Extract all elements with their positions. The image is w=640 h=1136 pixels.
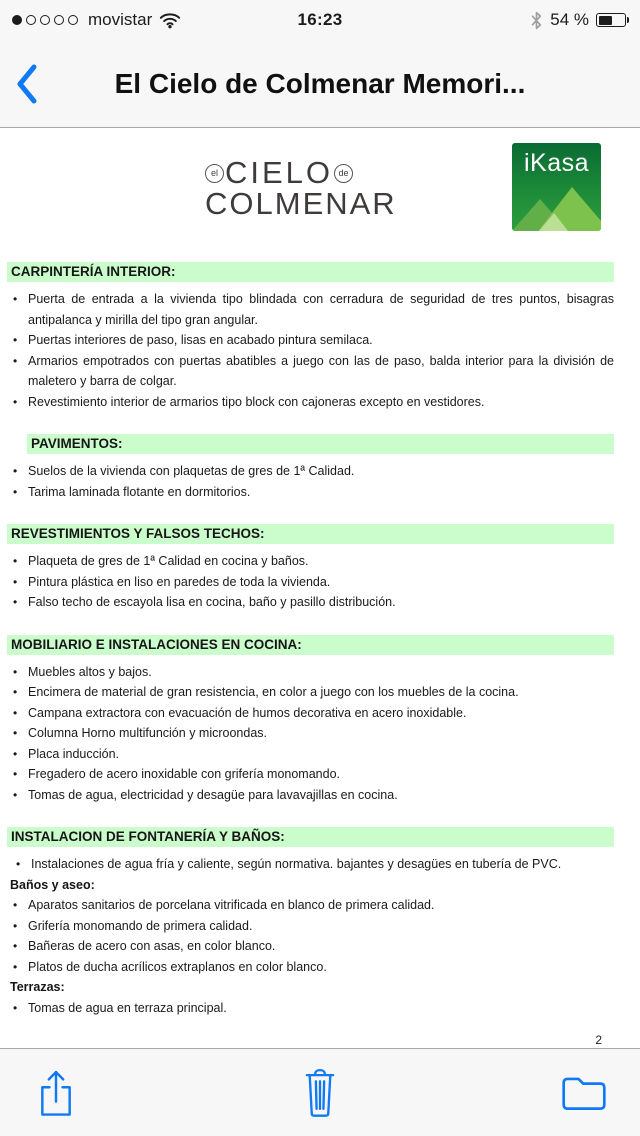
el-badge: el (205, 164, 224, 183)
list-item (7, 482, 614, 503)
list-item-text: Grifería monomando de primera calidad. (28, 918, 253, 933)
list-item (7, 351, 614, 392)
ikasa-mountains-icon (512, 181, 601, 231)
cielo-word: CIELO (225, 155, 334, 190)
list-item-text: Aparatos sanitarios de porcelana vitrificada en blanco de primera calidad. (28, 898, 435, 912)
document-section (7, 635, 614, 806)
bluetooth-icon (530, 11, 543, 30)
bullet-icon: • (13, 1000, 18, 1015)
battery-icon (596, 13, 629, 27)
list-item-text: Columna Horno multifunción y microondas. (28, 726, 267, 740)
cielo-de-colmenar-logo (205, 155, 397, 221)
section-items (7, 662, 614, 806)
de-badge: de (334, 164, 353, 183)
subsection-heading: Baños y aseo: (10, 877, 95, 892)
back-button[interactable] (14, 58, 54, 110)
bullet-icon: • (13, 685, 18, 699)
pdf-page[interactable] (0, 128, 640, 1048)
bullet-icon: • (13, 898, 18, 912)
list-item (7, 723, 614, 744)
wifi-icon (159, 11, 181, 29)
list-item-text: Falso techo de escayola lisa en cocina, baño y pasillo distribución. (28, 595, 396, 609)
bottom-toolbar (0, 1048, 640, 1136)
bullet-icon: • (13, 726, 18, 740)
section-header: MOBILIARIO E INSTALACIONES EN COCINA: (7, 635, 614, 655)
document-sections (7, 262, 614, 1018)
section-header: INSTALACION DE FONTANERÍA Y BAÑOS: (7, 827, 614, 847)
list-item (7, 998, 614, 1019)
list-item (7, 392, 614, 413)
list-item-text: Platos de ducha acrílicos extraplanos en color blanco. (28, 959, 327, 974)
bullet-icon: • (13, 705, 18, 720)
bullet-icon: • (13, 353, 18, 368)
section-header: CARPINTERÍA INTERIOR: (7, 262, 614, 282)
bullet-icon: • (13, 767, 18, 781)
carrier-label: movistar (88, 10, 153, 29)
document-section (7, 827, 614, 1018)
list-item (7, 957, 614, 978)
ikasa-logo (512, 143, 601, 231)
list-item (7, 682, 614, 703)
chevron-left-icon (14, 63, 38, 105)
list-item (7, 936, 614, 957)
list-item-text: Pintura plástica en liso en paredes de toda la vivienda. (28, 574, 331, 589)
bullet-icon: • (13, 959, 18, 974)
clock: 16:23 (297, 10, 343, 29)
bullet-icon: • (13, 292, 18, 306)
section-items (7, 461, 614, 502)
document-section (7, 434, 614, 502)
list-item-text: Suelos de la vivienda con plaquetas de gres de 1ª Calidad. (28, 464, 355, 478)
status-bar-left (12, 10, 181, 30)
colmenar-word: COLMENAR (205, 186, 397, 221)
bullet-icon: • (13, 787, 18, 802)
list-item-text: Revestimiento interior de armarios tipo block con cajoneras excepto en vestidores. (28, 394, 485, 409)
ikasa-label: iKasa (523, 149, 590, 177)
list-item (7, 572, 614, 593)
list-item (7, 744, 614, 765)
page-number: 2 (595, 1033, 602, 1047)
list-item-text: Puertas interiores de paso, lisas en acabado pintura semilaca. (28, 333, 373, 347)
bullet-icon: • (13, 464, 18, 478)
document-section (7, 262, 614, 412)
list-item-text: Fregadero de acero inoxidable con grifería monomando. (28, 767, 340, 781)
section-items (7, 551, 614, 613)
list-item-text: Tomas de agua, electricidad y desagüe para lavavajillas en cocina. (28, 787, 398, 802)
section-header: REVESTIMIENTOS Y FALSOS TECHOS: (7, 524, 614, 544)
share-icon (33, 1065, 79, 1121)
list-item-text: Instalaciones de agua fría y caliente, según normativa. bajantes y desagües en tubería de PVC. (31, 857, 562, 871)
nav-bar (0, 40, 640, 128)
bullet-icon: • (13, 595, 18, 609)
document-section (7, 524, 614, 613)
battery-percent-label: 54 % (550, 10, 589, 29)
list-item-text: Bañeras de acero con asas, en color blanco. (28, 939, 276, 953)
bullet-icon: • (13, 664, 18, 679)
list-item (7, 662, 614, 683)
bullet-icon: • (13, 918, 18, 933)
list-item (7, 764, 614, 785)
list-item-text: Tomas de agua en terraza principal. (28, 1000, 227, 1015)
bullet-icon: • (13, 939, 18, 953)
list-item (7, 289, 614, 330)
list-item-text: Muebles altos y bajos. (28, 664, 152, 679)
list-item (7, 703, 614, 724)
bullet-icon: • (13, 554, 18, 568)
list-item-text: Campana extractora con evacuación de humos decorativa en acero inoxidable. (28, 705, 467, 720)
subsection-heading: Terrazas: (10, 980, 65, 994)
list-item-text: Plaqueta de gres de 1ª Calidad en cocina y baños. (28, 554, 309, 568)
list-item (7, 854, 614, 875)
list-item (7, 785, 614, 806)
document-title: El Cielo de Colmenar Memori... (114, 67, 526, 99)
trash-icon (298, 1066, 342, 1120)
list-item (7, 916, 614, 937)
list-item-text: Tarima laminada flotante en dormitorios. (28, 484, 251, 499)
status-bar-right (530, 10, 629, 30)
list-item (7, 461, 614, 482)
list-item (7, 551, 614, 572)
folder-button[interactable] (554, 1063, 614, 1123)
folder-icon (559, 1072, 609, 1114)
share-button[interactable] (26, 1063, 86, 1123)
list-item-text: Armarios empotrados con puertas abatibles a juego con las de paso, balda interior para la división de maletero y barra de colgar. (28, 353, 614, 388)
list-item-text: Placa inducción. (28, 746, 120, 761)
list-item-text: Puerta de entrada a la vivienda tipo blindada con cerradura de seguridad de tres puntos, bisagras antipalanca y mirilla del tipo gran angular. (28, 292, 614, 327)
logo-row (7, 128, 614, 231)
list-item (7, 592, 614, 613)
bullet-icon: • (13, 394, 18, 409)
list-item (7, 895, 614, 916)
bullet-icon: • (13, 484, 18, 499)
list-item (7, 330, 614, 351)
section-items (7, 289, 614, 412)
bullet-icon: • (13, 333, 18, 347)
list-item-text: Encimera de material de gran resistencia, en color a juego con los muebles de la cocina. (28, 685, 519, 699)
delete-button[interactable] (290, 1063, 350, 1123)
bullet-icon: • (13, 746, 18, 761)
status-bar (0, 0, 640, 40)
bullet-icon: • (16, 857, 21, 871)
section-header: PAVIMENTOS: (27, 434, 614, 454)
bullet-icon: • (13, 574, 18, 589)
signal-strength-icon (12, 15, 78, 25)
section-items (7, 854, 614, 1018)
